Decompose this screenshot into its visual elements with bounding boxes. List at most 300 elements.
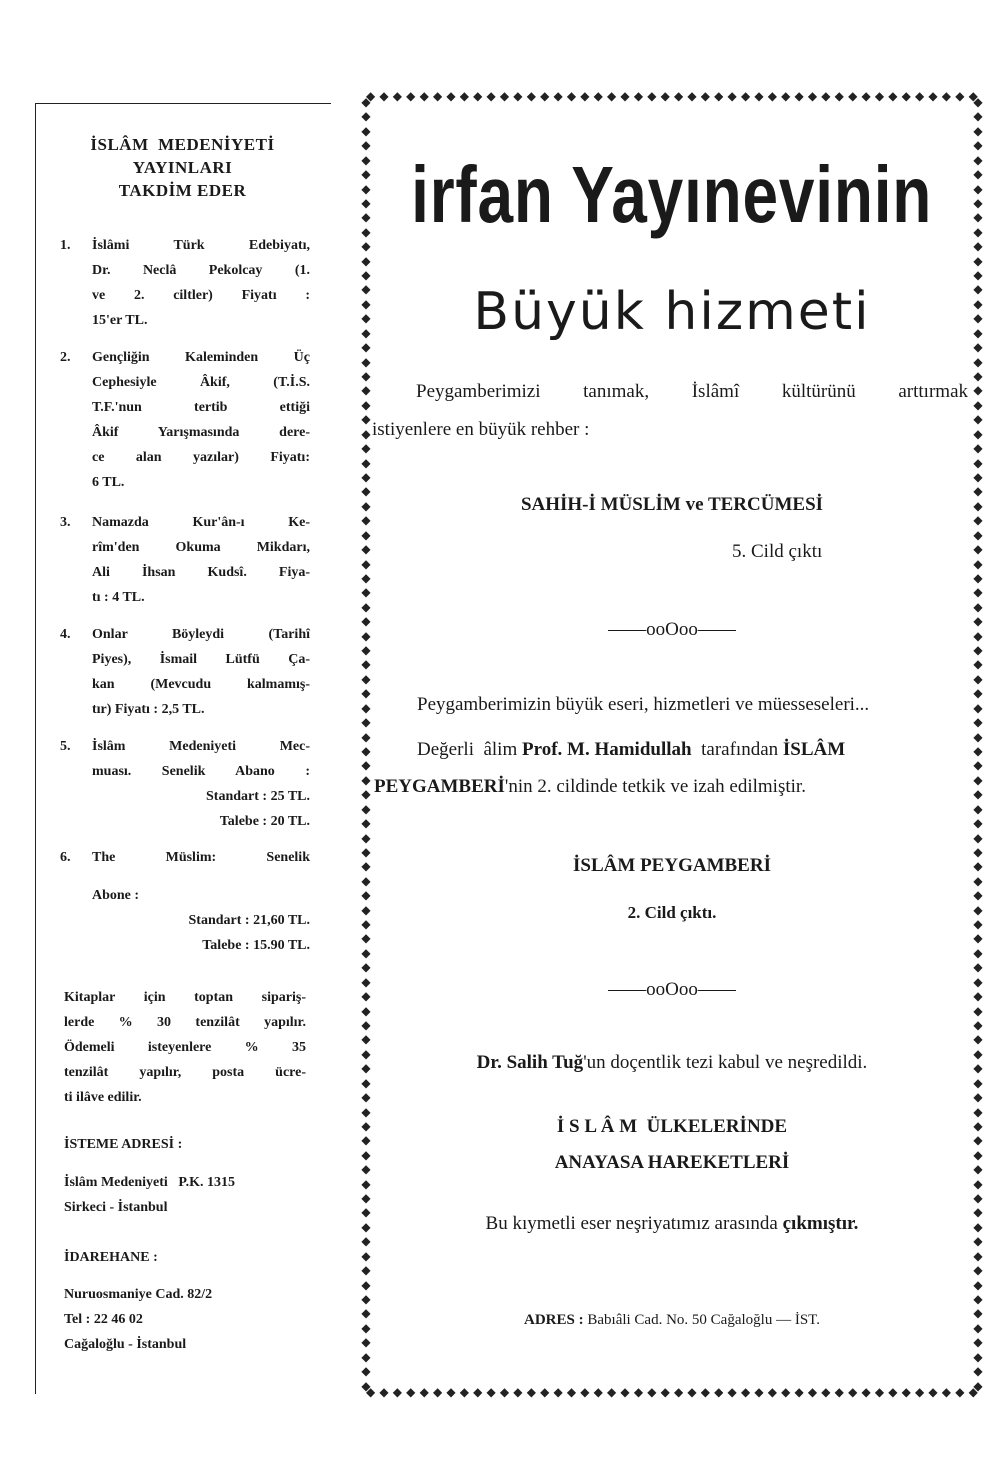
diamond-icon: ◆ [973, 787, 983, 802]
diamond-icon: ◆ [361, 1277, 371, 1292]
diamond-icon: ◆ [973, 542, 983, 557]
diamond-icon: ◆ [973, 1176, 983, 1191]
diamond-icon: ◆ [513, 1386, 523, 1398]
diamond-icon: ◆ [973, 455, 983, 470]
diamond-icon: ◆ [361, 1162, 371, 1177]
diamond-icon: ◆ [660, 1386, 670, 1398]
diamond-icon: ◆ [973, 1263, 983, 1278]
diamond-icon: ◆ [973, 210, 983, 225]
left-header-line-2: YAYINLARI [132, 158, 233, 177]
diamond-icon: ◆ [973, 498, 983, 513]
diamond-icon: ◆ [361, 729, 371, 744]
item-price: Standart : 21,60 TL. [188, 913, 310, 928]
diamond-icon: ◆ [687, 90, 697, 102]
diamond-icon: ◆ [361, 917, 371, 932]
diamond-icon: ◆ [973, 989, 983, 1004]
order-address-title: İSTEME ADRESİ : [64, 1137, 183, 1152]
diamond-icon: ◆ [973, 311, 983, 326]
diamond-icon: ◆ [973, 96, 983, 109]
book-anayasa-line-1: İ S L Â M ÜLKELERİNDE [556, 1116, 788, 1137]
item-line: Gençliğin Kaleminden Üç [92, 350, 310, 365]
diamond-icon: ◆ [361, 109, 371, 124]
diamond-icon: ◆ [366, 90, 376, 102]
diamond-icon: ◆ [593, 1386, 603, 1398]
diamond-icon: ◆ [361, 1018, 371, 1032]
diamond-icon: ◆ [807, 90, 818, 102]
diamond-icon: ◆ [499, 1386, 510, 1398]
item-line: ce alan yazılar) Fiyatı: [92, 450, 310, 465]
item-price: Talebe : 15.90 TL. [202, 938, 310, 953]
diamond-icon: ◆ [361, 801, 371, 816]
diamond-icon: ◆ [973, 412, 983, 427]
diamond-icon: ◆ [361, 628, 371, 643]
diamond-icon: ◆ [973, 873, 983, 888]
diamond-icon: ◆ [973, 253, 983, 268]
book-list-item [60, 510, 310, 610]
diamond-icon: ◆ [714, 90, 724, 102]
diamond-icon: ◆ [361, 816, 371, 831]
diamond-icon: ◆ [901, 90, 911, 102]
diamond-icon: ◆ [973, 138, 983, 153]
diamond-icon: ◆ [459, 90, 469, 102]
diamond-icon: ◆ [361, 1234, 371, 1249]
diamond-icon: ◆ [361, 1090, 371, 1105]
left-header-line-3: TAKDİM EDER [118, 181, 247, 200]
diamond-icon: ◆ [687, 1386, 697, 1398]
diamond-icon: ◆ [973, 441, 983, 456]
diamond-icon: ◆ [361, 902, 371, 917]
diamond-icon: ◆ [973, 397, 983, 412]
diamond-icon: ◆ [915, 90, 925, 102]
diamond-icon: ◆ [392, 90, 403, 102]
author-pre: Değerli âlim [417, 739, 522, 760]
diamond-icon: ◆ [361, 1205, 371, 1220]
diamond-icon: ◆ [432, 90, 443, 102]
diamond-icon: ◆ [432, 1386, 443, 1398]
diamond-icon: ◆ [973, 527, 983, 542]
diamond-icon: ◆ [834, 1386, 844, 1398]
diamond-icon: ◆ [973, 513, 983, 528]
item-line: Dr. Neclâ Pekolcay (1. [92, 263, 310, 278]
diamond-icon: ◆ [486, 1386, 496, 1398]
diamond-icon: ◆ [973, 1018, 983, 1032]
diamond-icon: ◆ [446, 1386, 456, 1398]
diamond-icon: ◆ [673, 90, 684, 102]
diamond-icon: ◆ [540, 90, 550, 102]
diamond-icon: ◆ [361, 1118, 371, 1133]
diamond-icon: ◆ [754, 90, 764, 102]
diamond-icon: ◆ [955, 1386, 965, 1398]
diamond-icon: ◆ [379, 90, 389, 102]
diamond-icon: ◆ [361, 989, 371, 1004]
diamond-icon: ◆ [781, 1386, 791, 1398]
diamond-icon: ◆ [941, 1386, 952, 1398]
thesis-text: 'un doçentlik tezi kabul ve neşredildi. [583, 1052, 868, 1073]
left-header-line-1: İSLÂM MEDENİYETİ [90, 135, 275, 154]
diamond-icon: ◆ [361, 945, 371, 960]
diamond-icon: ◆ [607, 1386, 617, 1398]
diamond-icon: ◆ [928, 1386, 938, 1398]
diamond-icon: ◆ [361, 253, 371, 268]
order-address-line: Sirkeci - İstanbul [64, 1200, 168, 1215]
diamond-icon: ◆ [566, 1386, 577, 1398]
diamond-icon: ◆ [361, 181, 371, 196]
diamond-icon: ◆ [727, 90, 737, 102]
diamond-icon: ◆ [973, 1046, 983, 1061]
book-islam-peygamberi-note: 2. Cild çıktı. [627, 903, 717, 922]
diamond-icon: ◆ [361, 1335, 371, 1350]
discount-paragraph [64, 985, 306, 1110]
diamond-icon: ◆ [620, 90, 630, 102]
diamond-icon: ◆ [973, 1118, 983, 1133]
item-line: kan (Mevcudu kalmamış- [92, 677, 310, 692]
item-number: 5. [60, 739, 71, 754]
diamond-icon: ◆ [973, 239, 983, 254]
diamond-icon: ◆ [361, 1349, 371, 1364]
diamond-icon: ◆ [361, 1320, 371, 1335]
diamond-icon: ◆ [973, 888, 983, 903]
diamond-icon: ◆ [361, 224, 371, 239]
diamond-icon: ◆ [901, 1386, 911, 1398]
diamond-icon: ◆ [821, 90, 831, 102]
diamond-icon: ◆ [973, 657, 983, 672]
diamond-icon: ◆ [754, 1386, 764, 1398]
book-islam-peygamberi: İSLÂM PEYGAMBERİ [573, 855, 771, 876]
diamond-icon: ◆ [955, 90, 965, 102]
diamond-icon: ◆ [968, 1386, 978, 1398]
diamond-icon: ◆ [361, 513, 371, 528]
diamond-icon: ◆ [973, 1162, 983, 1177]
address-text: Babıâli Cad. No. 50 Cağaloğlu — İST. [583, 1312, 820, 1328]
separator-2: ——ooOoo—— [608, 979, 736, 1000]
address-label: ADRES : [524, 1312, 584, 1328]
diamond-icon: ◆ [361, 96, 371, 109]
diamond-icon: ◆ [361, 787, 371, 802]
diamond-icon: ◆ [673, 1386, 684, 1398]
diamond-icon: ◆ [973, 1364, 983, 1379]
diamond-icon: ◆ [794, 90, 804, 102]
diamond-icon: ◆ [973, 296, 983, 311]
item-line: tı : 4 TL. [92, 590, 145, 605]
order-address [64, 1170, 306, 1220]
diamond-icon: ◆ [973, 556, 983, 571]
diamond-icon: ◆ [647, 1386, 657, 1398]
diamond-icon: ◆ [928, 90, 938, 102]
book-anayasa-line-2: ANAYASA HAREKETLERİ [554, 1152, 790, 1173]
diamond-icon: ◆ [580, 1386, 590, 1398]
diamond-icon: ◆ [973, 325, 983, 340]
diamond-icon: ◆ [973, 917, 983, 932]
diamond-icon: ◆ [973, 1248, 983, 1263]
item-subline: Abone : [92, 888, 140, 903]
diamond-icon: ◆ [973, 383, 983, 398]
diamond-icon: ◆ [361, 1191, 371, 1206]
diamond-icon: ◆ [973, 931, 983, 946]
book-list-item [60, 233, 310, 333]
diamond-icon: ◆ [973, 628, 983, 643]
item-line: Cephesiyle Âkif, (T.İ.S. [92, 375, 310, 390]
diamond-icon: ◆ [874, 90, 885, 102]
diamond-icon: ◆ [973, 816, 983, 831]
diamond-icon: ◆ [499, 90, 510, 102]
diamond-icon: ◆ [973, 1306, 983, 1321]
item-price: Standart : 25 TL. [206, 789, 310, 804]
diamond-icon: ◆ [361, 1263, 371, 1278]
diamond-icon: ◆ [361, 282, 371, 297]
office-address-line: Tel : 22 46 02 [64, 1312, 143, 1327]
diamond-icon: ◆ [361, 772, 371, 787]
diamond-icon: ◆ [473, 90, 483, 102]
diamond-icon: ◆ [361, 296, 371, 311]
diamond-icon: ◆ [361, 743, 371, 758]
diamond-icon: ◆ [973, 152, 983, 167]
diamond-icon: ◆ [973, 772, 983, 787]
diamond-icon: ◆ [361, 1292, 371, 1307]
diamond-icon: ◆ [973, 743, 983, 758]
item-line: rîm'den Okuma Mikdarı, [92, 540, 310, 555]
diamond-icon: ◆ [361, 469, 371, 484]
item-line: The Müslim: Senelik [92, 850, 310, 865]
diamond-icon: ◆ [361, 859, 371, 874]
intro-line-2: istiyenlere en büyük rehber : [372, 419, 590, 440]
diamond-icon: ◆ [540, 1386, 550, 1398]
diamond-icon: ◆ [361, 960, 371, 975]
diamond-icon: ◆ [973, 945, 983, 960]
diamond-icon: ◆ [973, 599, 983, 614]
diamond-icon: ◆ [973, 700, 983, 715]
diamond-icon: ◆ [740, 90, 751, 102]
diamond-icon: ◆ [361, 1032, 371, 1047]
diamond-icon: ◆ [941, 90, 952, 102]
diamond-icon: ◆ [553, 90, 563, 102]
ad-title: irfan Yayınevinin [411, 150, 933, 239]
item-price: Talebe : 20 TL. [219, 814, 310, 829]
book-sahih-muslim-note: 5. Cild çıktı [732, 541, 823, 562]
item-number: 1. [60, 238, 71, 253]
diamond-icon: ◆ [361, 268, 371, 283]
diamond-icon: ◆ [361, 1046, 371, 1061]
author-name: Prof. M. Hamidullah [522, 739, 692, 760]
discount-line: lerde % 30 tenzilât yapılır. [64, 1015, 306, 1030]
diamond-icon: ◆ [973, 282, 983, 297]
diamond-icon: ◆ [361, 888, 371, 903]
diamond-icon: ◆ [379, 1386, 389, 1398]
office-title: İDAREHANE : [64, 1250, 158, 1265]
diamond-icon: ◆ [888, 1386, 898, 1398]
diamond-icon: ◆ [593, 90, 603, 102]
diamond-icon: ◆ [968, 90, 978, 102]
diamond-icon: ◆ [660, 90, 670, 102]
diamond-icon: ◆ [361, 585, 371, 600]
diamond-icon: ◆ [973, 167, 983, 182]
diamond-icon: ◆ [361, 974, 371, 989]
separator: ——ooOoo—— [608, 619, 736, 640]
diamond-icon: ◆ [834, 90, 844, 102]
diamond-icon: ◆ [973, 224, 983, 239]
diamond-icon: ◆ [633, 1386, 644, 1398]
diamond-icon: ◆ [973, 354, 983, 369]
diamond-icon: ◆ [513, 90, 523, 102]
diamond-icon: ◆ [973, 1003, 983, 1018]
diamond-icon: ◆ [361, 1248, 371, 1263]
diamond-icon: ◆ [973, 1378, 983, 1392]
diamond-icon: ◆ [361, 1219, 371, 1234]
diamond-icon: ◆ [361, 1176, 371, 1191]
item-line: Onlar Böyleydi (Tarihî [92, 627, 310, 642]
diamond-icon: ◆ [406, 90, 416, 102]
ad-title-wrap [366, 150, 978, 240]
diamond-icon: ◆ [361, 167, 371, 182]
diamond-icon: ◆ [973, 1320, 983, 1335]
book-anayasa-note [366, 1211, 978, 1237]
item-line: İslâmi Türk Edebiyatı, [92, 238, 310, 253]
office-address [64, 1282, 306, 1357]
diamond-chain-icon [366, 1386, 978, 1398]
diamond-icon: ◆ [861, 90, 871, 102]
description: Peygamberimizin büyük eseri, hizmetleri ve müesseseleri... [417, 694, 870, 715]
thesis-author: Dr. Salih Tuğ [476, 1052, 584, 1073]
diamond-icon: ◆ [392, 1386, 403, 1398]
diamond-icon: ◆ [700, 90, 710, 102]
diamond-icon: ◆ [361, 354, 371, 369]
diamond-icon: ◆ [566, 90, 577, 102]
diamond-icon: ◆ [973, 1234, 983, 1249]
diamond-icon: ◆ [361, 311, 371, 326]
diamond-icon: ◆ [767, 1386, 777, 1398]
diamond-icon: ◆ [361, 931, 371, 946]
diamond-icon: ◆ [361, 1364, 371, 1379]
diamond-icon: ◆ [973, 902, 983, 917]
thesis-line [366, 1050, 978, 1076]
diamond-icon: ◆ [361, 1378, 371, 1392]
book-list-item [60, 345, 310, 495]
item-line: Ali İhsan Kudsî. Fiya- [92, 565, 310, 580]
diamond-icon: ◆ [973, 1032, 983, 1047]
diamond-icon: ◆ [874, 1386, 885, 1398]
diamond-icon: ◆ [973, 1147, 983, 1162]
diamond-icon: ◆ [973, 801, 983, 816]
diamond-icon: ◆ [740, 1386, 751, 1398]
diamond-icon: ◆ [361, 397, 371, 412]
diamond-icon: ◆ [361, 123, 371, 138]
diamond-icon: ◆ [973, 830, 983, 845]
diamond-icon: ◆ [361, 715, 371, 730]
discount-line: Kitaplar için toptan sipariş- [64, 990, 306, 1005]
diamond-icon: ◆ [580, 90, 590, 102]
diamond-icon: ◆ [361, 657, 371, 672]
diamond-icon: ◆ [361, 1061, 371, 1076]
diamond-icon: ◆ [973, 181, 983, 196]
author-line-1 [417, 737, 845, 763]
book-list-item [60, 734, 310, 834]
intro-line-1: Peygamberimizi tanımak, İslâmî kültürünü arttırmak [416, 381, 968, 402]
diamond-icon: ◆ [361, 556, 371, 571]
diamond-icon: ◆ [973, 109, 983, 124]
diamond-icon: ◆ [361, 700, 371, 715]
diamond-icon: ◆ [973, 614, 983, 629]
diamond-icon: ◆ [607, 90, 617, 102]
diamond-icon: ◆ [781, 90, 791, 102]
diamond-icon: ◆ [973, 643, 983, 658]
diamond-icon: ◆ [973, 570, 983, 585]
diamond-icon: ◆ [973, 268, 983, 283]
diamond-icon: ◆ [861, 1386, 871, 1398]
diamond-icon: ◆ [361, 873, 371, 888]
diamond-icon: ◆ [973, 729, 983, 744]
diamond-icon: ◆ [361, 614, 371, 629]
item-line: ve 2. ciltler) Fiyatı : [92, 288, 310, 303]
diamond-icon: ◆ [973, 1277, 983, 1292]
diamond-icon: ◆ [700, 1386, 710, 1398]
diamond-icon: ◆ [361, 686, 371, 701]
diamond-icon: ◆ [973, 1292, 983, 1307]
diamond-icon: ◆ [361, 210, 371, 225]
item-line: 6 TL. [92, 475, 125, 490]
diamond-icon: ◆ [526, 90, 536, 102]
diamond-icon: ◆ [361, 643, 371, 658]
diamond-icon: ◆ [361, 426, 371, 441]
diamond-icon: ◆ [361, 369, 371, 384]
diamond-icon: ◆ [419, 1386, 429, 1398]
diamond-icon: ◆ [973, 123, 983, 138]
diamond-icon: ◆ [848, 1386, 858, 1398]
item-line: T.F.'nun tertib ettiği [92, 400, 310, 415]
diamond-icon: ◆ [361, 325, 371, 340]
diamond-icon: ◆ [973, 195, 983, 210]
diamond-icon: ◆ [794, 1386, 804, 1398]
discount-line: Ödemeli isteyenlere % 35 [64, 1040, 306, 1055]
book-title-part: PEYGAMBERİ [374, 776, 505, 797]
ad-subtitle: Büyük hizmeti [473, 282, 871, 342]
diamond-icon: ◆ [361, 498, 371, 513]
diamond-icon: ◆ [361, 484, 371, 499]
item-line: muası. Senelik Abano : [92, 764, 310, 779]
item-line: Namazda Kur'ân-ı Ke- [92, 515, 310, 530]
note-text: Bu kıymetli eser neşriyatımız arasında [485, 1213, 783, 1234]
diamond-icon: ◆ [973, 974, 983, 989]
diamond-icon: ◆ [361, 340, 371, 355]
item-number: 6. [60, 850, 71, 865]
office-address-line: Cağaloğlu - İstanbul [64, 1337, 187, 1352]
diamond-icon: ◆ [361, 1147, 371, 1162]
item-line: İslâm Medeniyeti Mec- [92, 739, 310, 754]
diamond-icon: ◆ [973, 1061, 983, 1076]
diamond-icon: ◆ [973, 686, 983, 701]
diamond-icon: ◆ [973, 844, 983, 859]
diamond-icon: ◆ [361, 1133, 371, 1148]
diamond-icon: ◆ [973, 1349, 983, 1364]
diamond-icon: ◆ [361, 830, 371, 845]
author-post: 'nin 2. cildinde tetkik ve izah edilmiştir. [504, 776, 806, 797]
office-address-line: Nuruosmaniye Cad. 82/2 [64, 1287, 213, 1302]
diamond-icon: ◆ [915, 1386, 925, 1398]
diamond-icon: ◆ [361, 1306, 371, 1321]
author-mid: tarafından [691, 739, 783, 760]
diamond-icon: ◆ [973, 758, 983, 773]
diamond-icon: ◆ [361, 441, 371, 456]
diamond-icon: ◆ [848, 90, 858, 102]
discount-line: ti ilâve edilir. [64, 1090, 142, 1105]
item-line: Âkif Yarışmasında dere- [92, 425, 310, 440]
diamond-icon: ◆ [361, 1104, 371, 1119]
item-line: 15'er TL. [92, 313, 148, 328]
item-number: 4. [60, 627, 71, 642]
diamond-icon: ◆ [821, 1386, 831, 1398]
diamond-icon: ◆ [361, 570, 371, 585]
diamond-icon: ◆ [973, 671, 983, 686]
diamond-icon: ◆ [973, 1075, 983, 1090]
publisher-address [366, 1310, 978, 1330]
